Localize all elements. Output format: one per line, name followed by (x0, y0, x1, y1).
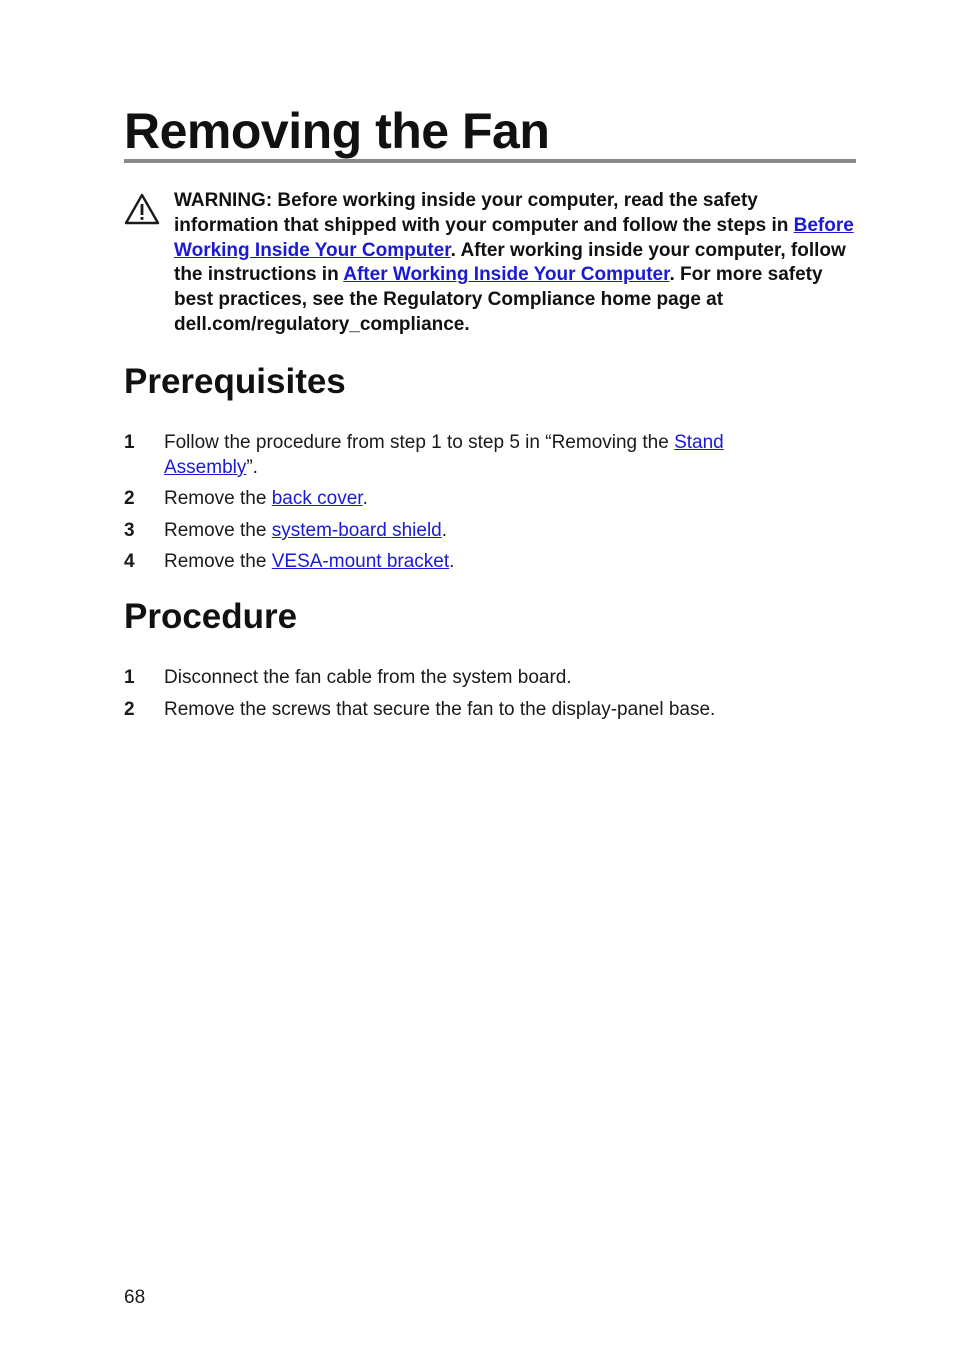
step-text (164, 549, 804, 574)
stand-assembly-link[interactable]: Stand Assembly (164, 432, 724, 478)
title-underline-rule (124, 159, 856, 163)
step-text (164, 430, 804, 480)
step-text-part: Remove the (164, 520, 272, 541)
after-working-inside-link[interactable]: After Working Inside Your Computer (343, 264, 670, 286)
warning-text-part: . For more safety best practices, see the Regulatory Compliance home page at dell.com/regulatory_compliance. (174, 264, 823, 335)
step-number: 1 (124, 432, 135, 453)
step-text-part: Remove the (164, 488, 272, 509)
vesa-mount-bracket-link[interactable]: VESA-mount bracket (271, 551, 450, 572)
step-text-part: Follow the procedure from step 1 to step 5 in “Removing the (164, 432, 675, 453)
step-text: Disconnect the fan cable from the system board. (164, 667, 572, 688)
warning-text-part: . After working inside your computer, follow the instructions in (174, 239, 846, 286)
step-text-part: . (362, 488, 368, 509)
warning-text-part: WARNING: Before working inside your computer, read the safety information that shipped with your computer and follow the steps in (174, 190, 794, 236)
step-text (164, 486, 804, 511)
step-text (164, 518, 804, 543)
step-text-part: Remove the (164, 551, 272, 572)
warning-triangle-icon (124, 193, 160, 225)
step-text-part: ”. (246, 457, 258, 478)
step-text-part: . (441, 520, 448, 541)
before-working-inside-link[interactable]: Before Working Inside Your Computer (174, 214, 854, 261)
warning-text (174, 189, 854, 338)
step-number: 3 (124, 520, 135, 541)
back-cover-link[interactable]: back cover (271, 488, 363, 509)
step-number: 2 (124, 699, 135, 720)
prerequisites-heading: Prerequisites (124, 362, 346, 401)
page-title: Removing the Fan (124, 103, 550, 159)
procedure-heading: Procedure (124, 597, 298, 636)
step-text: Remove the screws that secure the fan to the display-panel base. (164, 699, 716, 720)
page-number: 68 (124, 1287, 146, 1308)
step-number: 1 (124, 667, 135, 688)
system-board-shield-link[interactable]: system-board shield (271, 520, 442, 541)
step-number: 2 (124, 488, 135, 509)
step-number: 4 (124, 551, 135, 572)
step-text-part: . (449, 551, 455, 572)
